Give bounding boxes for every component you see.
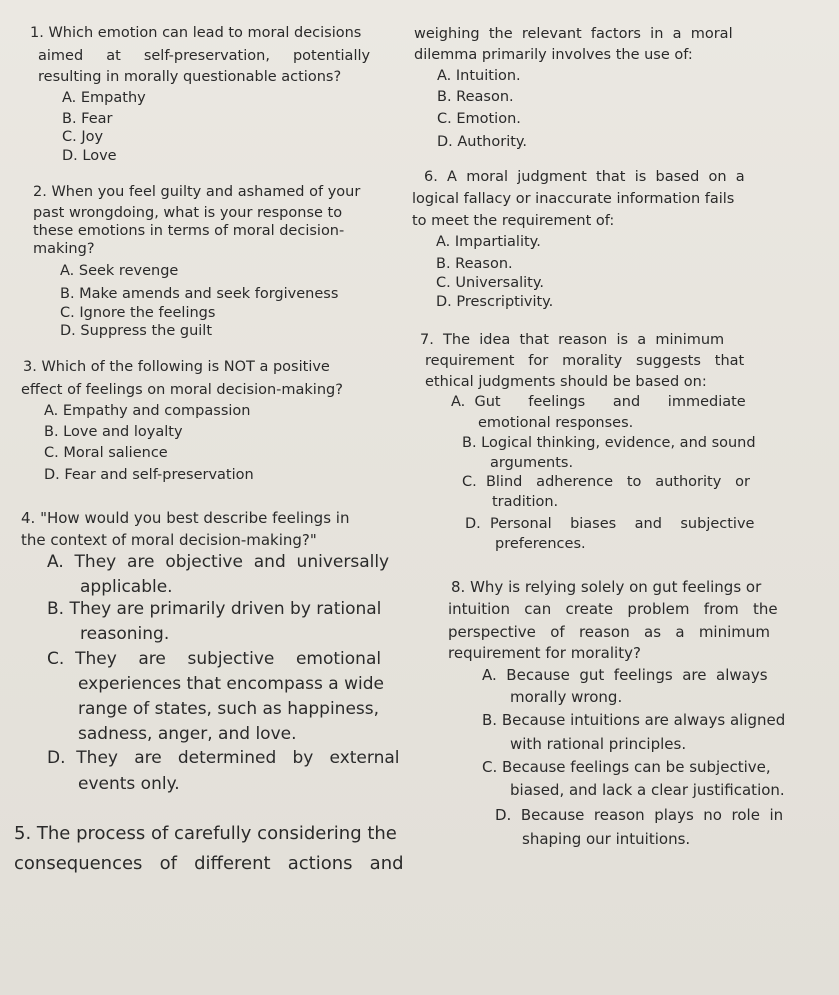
question-1-line-3: resulting in morally questionable actions?: [38, 69, 342, 85]
question-8-option-c-line-1[interactable]: C. Because feelings can be subjective,: [482, 758, 771, 776]
question-8-option-d-line-1[interactable]: D. Because reason plays no role in: [495, 806, 784, 824]
question-8-option-c-line-2[interactable]: biased, and lack a clear justification.: [510, 781, 785, 799]
question-1-option-a[interactable]: A. Empathy: [62, 90, 146, 106]
question-3-line-2: effect of feelings on moral decision-making?: [21, 382, 343, 398]
question-2-option-c[interactable]: C. Ignore the feelings: [60, 305, 216, 321]
question-3-line-1: 3. Which of the following is NOT a positive: [23, 359, 330, 375]
question-4-option-d-line-2[interactable]: events only.: [78, 774, 180, 794]
question-4-line-2: the context of moral decision-making?": [21, 531, 317, 549]
question-4-option-c-line-3[interactable]: range of states, such as happiness,: [78, 699, 380, 719]
question-6-option-d[interactable]: D. Prescriptivity.: [436, 294, 554, 310]
question-4-option-b-line-1[interactable]: B. They are primarily driven by rational: [47, 599, 382, 619]
question-2-option-d[interactable]: D. Suppress the guilt: [60, 323, 213, 339]
question-5-line-1: 5. The process of carefully considering the: [14, 823, 397, 844]
question-8-option-b-line-2[interactable]: with rational principles.: [510, 735, 687, 753]
question-8-line-4: requirement for morality?: [448, 644, 641, 662]
question-6-option-b[interactable]: B. Reason.: [436, 256, 513, 272]
question-4-option-c-line-4[interactable]: sadness, anger, and love.: [78, 724, 297, 744]
question-4-line-1: 4. "How would you best describe feelings in: [21, 509, 350, 527]
question-1b-option-a[interactable]: A. Intuition.: [437, 68, 521, 84]
question-8-option-d-line-2[interactable]: shaping our intuitions.: [522, 830, 691, 848]
question-1b-option-d[interactable]: D. Authority.: [437, 134, 528, 150]
question-3-option-a[interactable]: A. Empathy and compassion: [44, 403, 251, 419]
question-7-option-d-line-1[interactable]: D. Personal biases and subjective: [465, 516, 755, 532]
question-4-option-a-line-1[interactable]: A. They are objective and universally: [47, 552, 390, 572]
question-3-option-b[interactable]: B. Love and loyalty: [44, 424, 183, 440]
question-2-line-2: past wrongdoing, what is your response to: [33, 205, 343, 221]
question-7-option-c-line-2[interactable]: tradition.: [492, 494, 559, 510]
question-7-option-b-line-2[interactable]: arguments.: [490, 455, 574, 471]
question-1-option-b[interactable]: B. Fear: [62, 111, 113, 127]
question-1-line-2: aimed at self-preservation, potentially: [38, 48, 371, 64]
question-1b-line-1: weighing the relevant factors in a moral: [414, 26, 733, 42]
question-7-option-d-line-2[interactable]: preferences.: [495, 536, 586, 552]
question-6-line-2: logical fallacy or inaccurate information fails: [412, 191, 735, 207]
question-8-line-1: 8. Why is relying solely on gut feelings or: [451, 578, 762, 596]
question-3-option-d[interactable]: D. Fear and self-preservation: [44, 467, 254, 483]
question-8-option-a-line-2[interactable]: morally wrong.: [510, 688, 623, 706]
question-7-option-b-line-1[interactable]: B. Logical thinking, evidence, and sound: [462, 435, 756, 451]
question-1b-line-2: dilemma primarily involves the use of:: [414, 47, 693, 63]
question-4-option-a-line-2[interactable]: applicable.: [80, 577, 173, 597]
question-7-line-3: ethical judgments should be based on:: [425, 374, 707, 390]
question-8-line-2: intuition can create problem from the: [448, 600, 778, 618]
question-6-line-3: to meet the requirement of:: [412, 213, 615, 229]
question-2-option-b[interactable]: B. Make amends and seek forgiveness: [60, 286, 339, 302]
question-1-option-c[interactable]: C. Joy: [62, 129, 104, 145]
question-3-option-c[interactable]: C. Moral salience: [44, 445, 168, 461]
question-6-line-1: 6. A moral judgment that is based on a: [424, 169, 745, 185]
question-7-line-2: requirement for morality suggests that: [425, 353, 745, 369]
question-8-line-3: perspective of reason as a minimum: [448, 623, 771, 641]
question-8-option-b-line-1[interactable]: B. Because intuitions are always aligned: [482, 711, 786, 729]
question-4-option-c-line-1[interactable]: C. They are subjective emotional: [47, 649, 382, 669]
question-7-option-a-line-2[interactable]: emotional responses.: [478, 415, 634, 431]
question-1b-option-c[interactable]: C. Emotion.: [437, 111, 521, 127]
question-2-option-a[interactable]: A. Seek revenge: [60, 263, 179, 279]
question-8-option-a-line-1[interactable]: A. Because gut feelings are always: [482, 666, 768, 684]
question-7-option-a-line-1[interactable]: A. Gut feelings and immediate: [451, 394, 746, 410]
question-1b-option-b[interactable]: B. Reason.: [437, 89, 514, 105]
question-2-line-4: making?: [33, 241, 95, 257]
question-6-option-c[interactable]: C. Universality.: [436, 275, 544, 291]
question-1-line-1: 1. Which emotion can lead to moral decisions: [30, 25, 362, 41]
question-6-option-a[interactable]: A. Impartiality.: [436, 234, 541, 250]
question-5-line-2: consequences of different actions and: [14, 853, 404, 874]
question-7-option-c-line-1[interactable]: C. Blind adherence to authority or: [462, 474, 750, 490]
question-4-option-c-line-2[interactable]: experiences that encompass a wide: [78, 674, 384, 694]
question-2-line-1: 2. When you feel guilty and ashamed of your: [33, 184, 361, 200]
question-2-line-3: these emotions in terms of moral decision-: [33, 223, 345, 239]
question-7-line-1: 7. The idea that reason is a minimum: [420, 332, 725, 348]
question-4-option-d-line-1[interactable]: D. They are determined by external: [47, 748, 400, 768]
question-4-option-b-line-2[interactable]: reasoning.: [80, 624, 170, 644]
question-1-option-d[interactable]: D. Love: [62, 148, 117, 164]
